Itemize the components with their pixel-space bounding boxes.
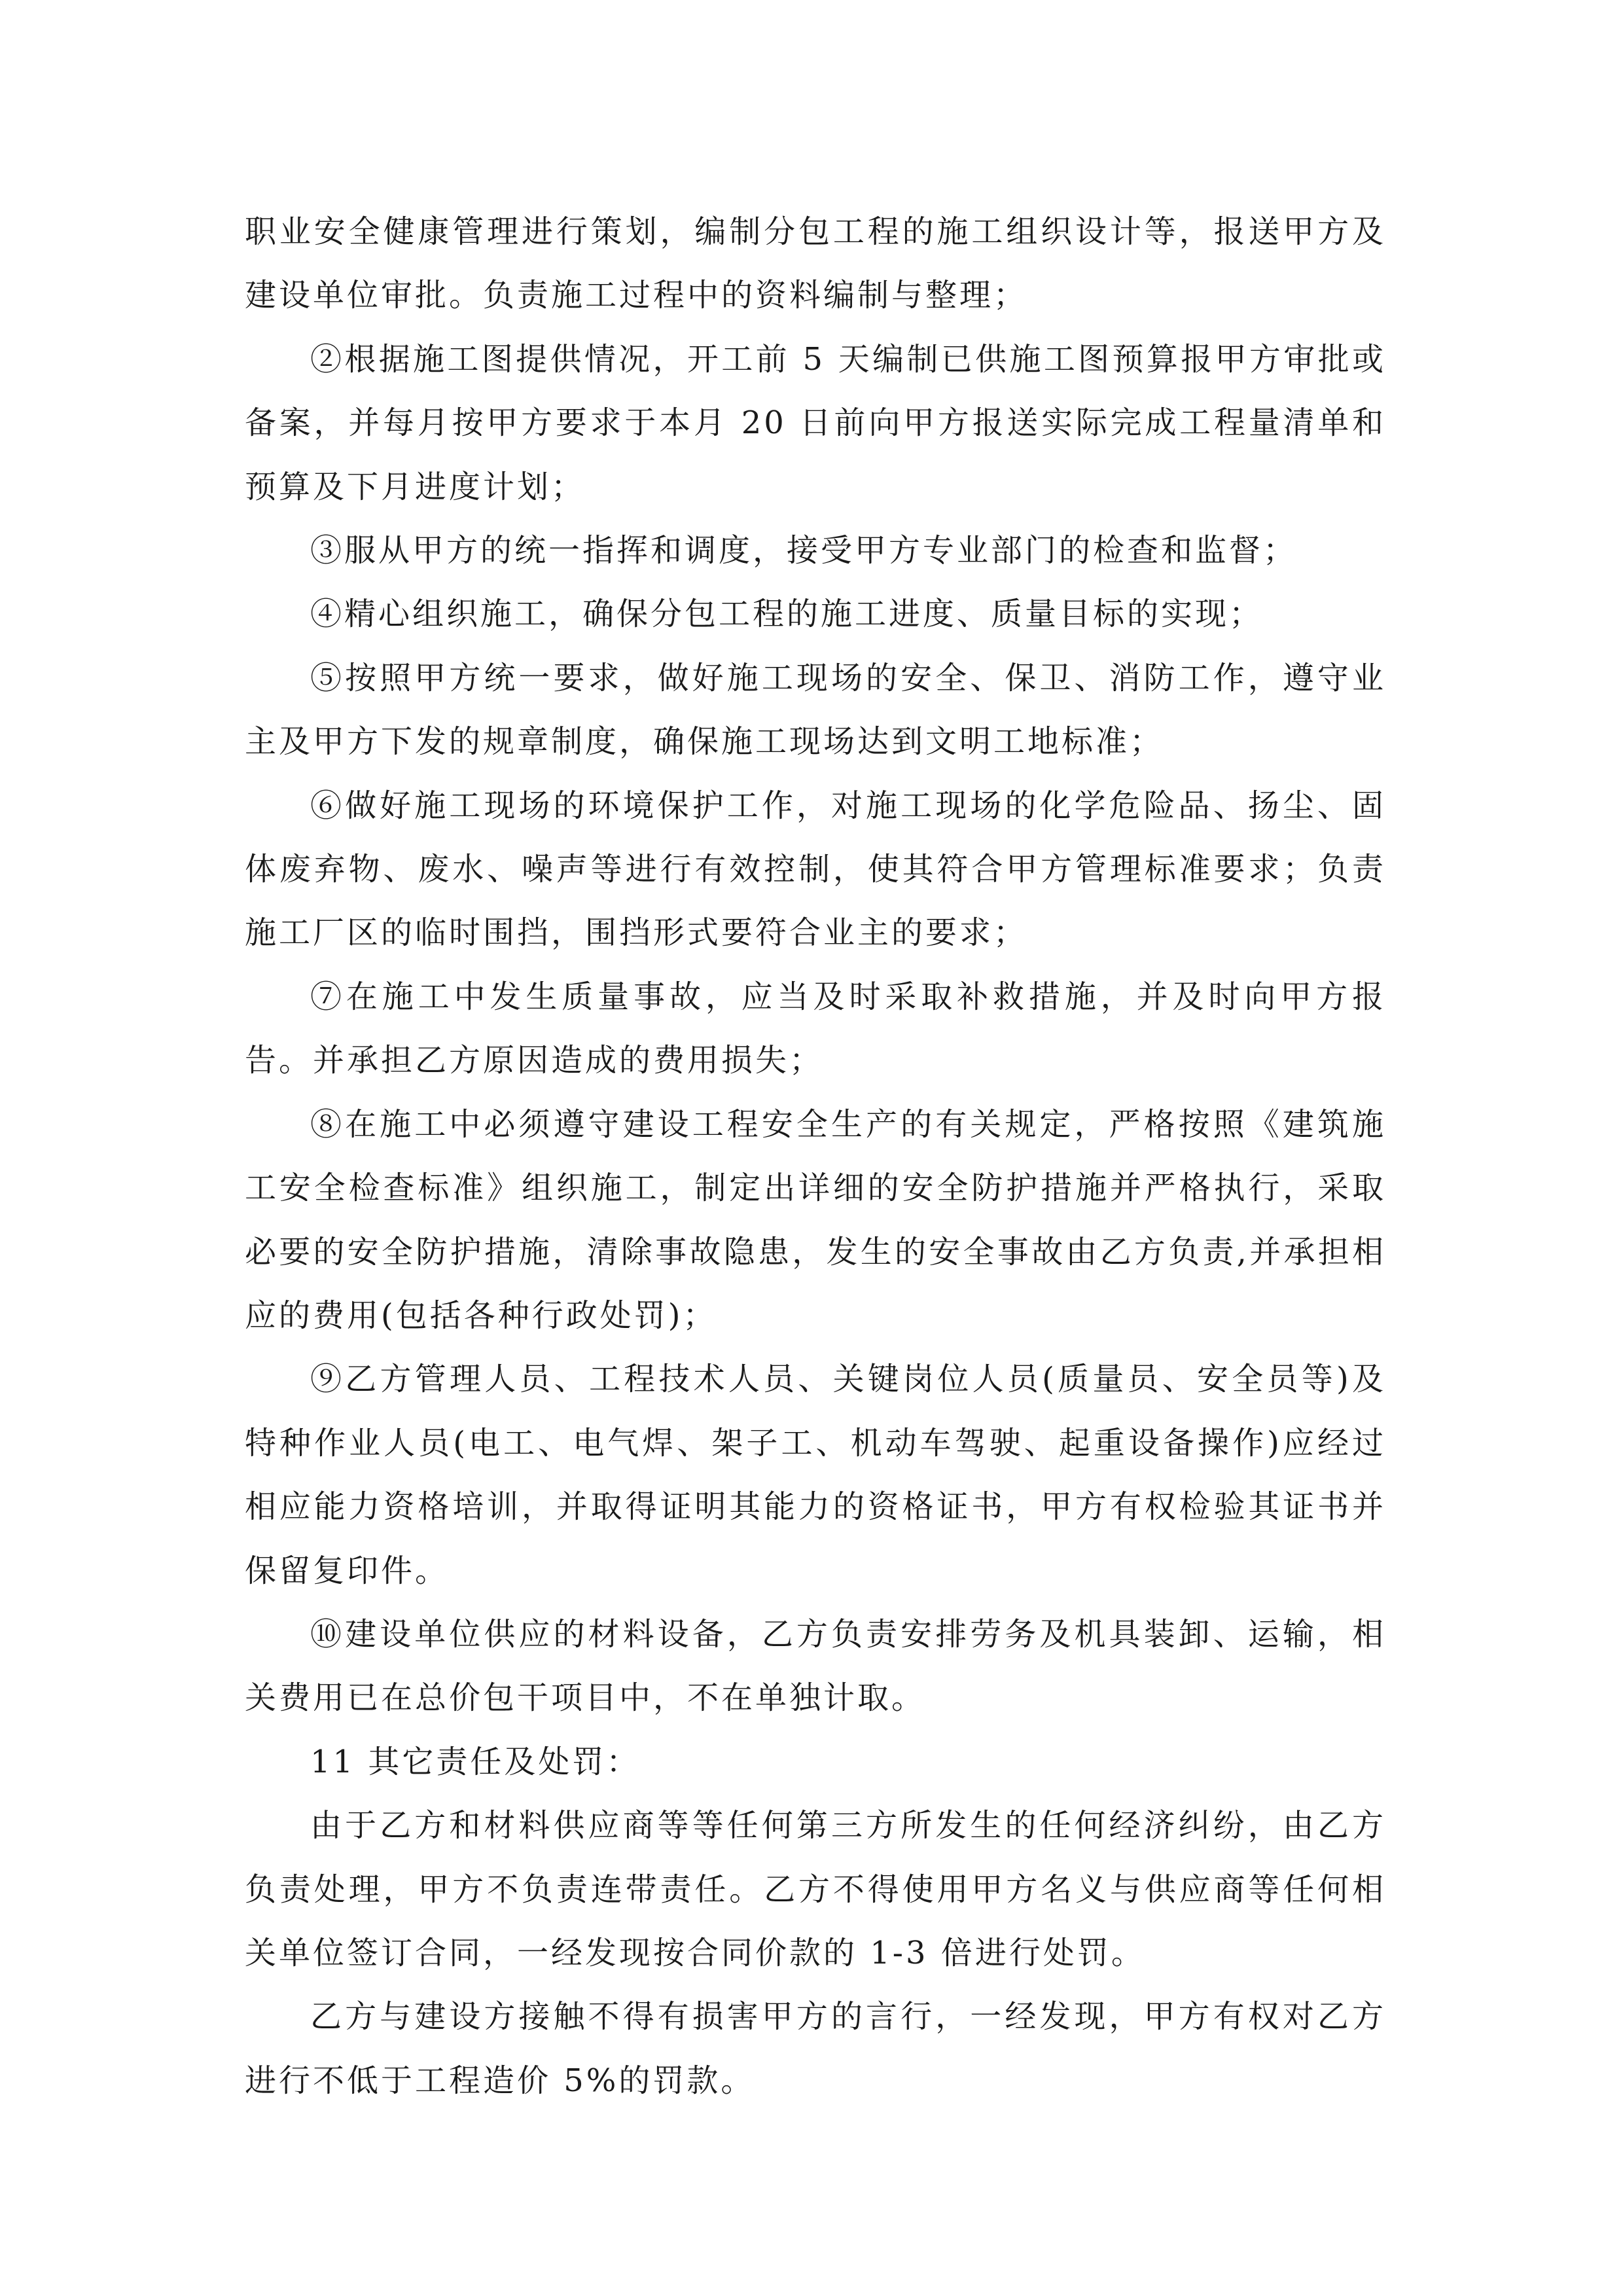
- paragraph-item-10: ⑩建设单位供应的材料设备，乙方负责安排劳务及机具装卸、运输，相关费用已在总价包干项目中，不在单独计取。: [245, 1615, 1386, 1717]
- paragraph-item-4: ④精心组织施工，确保分包工程的施工进度、质量目标的实现；: [310, 596, 1264, 633]
- paragraph-item-7: ⑦在施工中发生质量事故，应当及时采取补救措施，并及时向甲方报告。并承担乙方原因造成的费用损失；: [245, 978, 1386, 1079]
- paragraph-item-3: ③服从甲方的统一指挥和调度，接受甲方专业部门的检查和监督；: [310, 532, 1298, 569]
- paragraph-item-8: ⑧在施工中必须遵守建设工程安全生产的有关规定，严格按照《建筑施工安全检查标准》组织施工，制定出详细的安全防护措施并严格执行，采取必要的安全防护措施，清除事故隐患，发生的安全事故由乙方负责,并承担相应的费用(包括各种行政处罚)；: [245, 1105, 1386, 1334]
- paragraph-item-2: ②根据施工图提供情况，开工前 5 天编制已供施工图预算报甲方审批或备案，并每月按甲方要求于本月 20 日前向甲方报送实际完成工程量清单和预算及下月进度计划；: [245, 340, 1386, 505]
- section-heading-11: 11 其它责任及处罚：: [310, 1743, 641, 1780]
- paragraph-penalty-disputes: 由于乙方和材料供应商等等任何第三方所发生的任何经济纠纷，由乙方负责处理，甲方不负责连带责任。乙方不得使用甲方名义与供应商等任何相关单位签订合同，一经发现按合同价款的 1-3 倍进行处罚。: [245, 1807, 1386, 1971]
- document-body: [245, 200, 1386, 2113]
- paragraph-item-9: ⑨乙方管理人员、工程技术人员、关键岗位人员(质量员、安全员等)及特种作业人员(电工、电气焊、架子工、机动车驾驶、起重设备操作)应经过相应能力资格培训，并取得证明其能力的资格证书，甲方有权检验其证书并保留复印件。: [245, 1361, 1386, 1589]
- paragraph-item-6: ⑥做好施工现场的环境保护工作，对施工现场的化学危险品、扬尘、固体废弃物、废水、噪声等进行有效控制，使其符合甲方管理标准要求；负责施工厂区的临时围挡，围挡形式要符合业主的要求；: [245, 787, 1386, 952]
- paragraph-continuation: 职业安全健康管理进行策划，编制分包工程的施工组织设计等，报送甲方及建设单位审批。负责施工过程中的资料编制与整理；: [245, 213, 1386, 314]
- paragraph-penalty-conduct: 乙方与建设方接触不得有损害甲方的言行，一经发现，甲方有权对乙方进行不低于工程造价 5%的罚款。: [245, 1998, 1386, 2099]
- paragraph-item-5: ⑤按照甲方统一要求，做好施工现场的安全、保卫、消防工作，遵守业主及甲方下发的规章制度，确保施工现场达到文明工地标准；: [245, 659, 1386, 761]
